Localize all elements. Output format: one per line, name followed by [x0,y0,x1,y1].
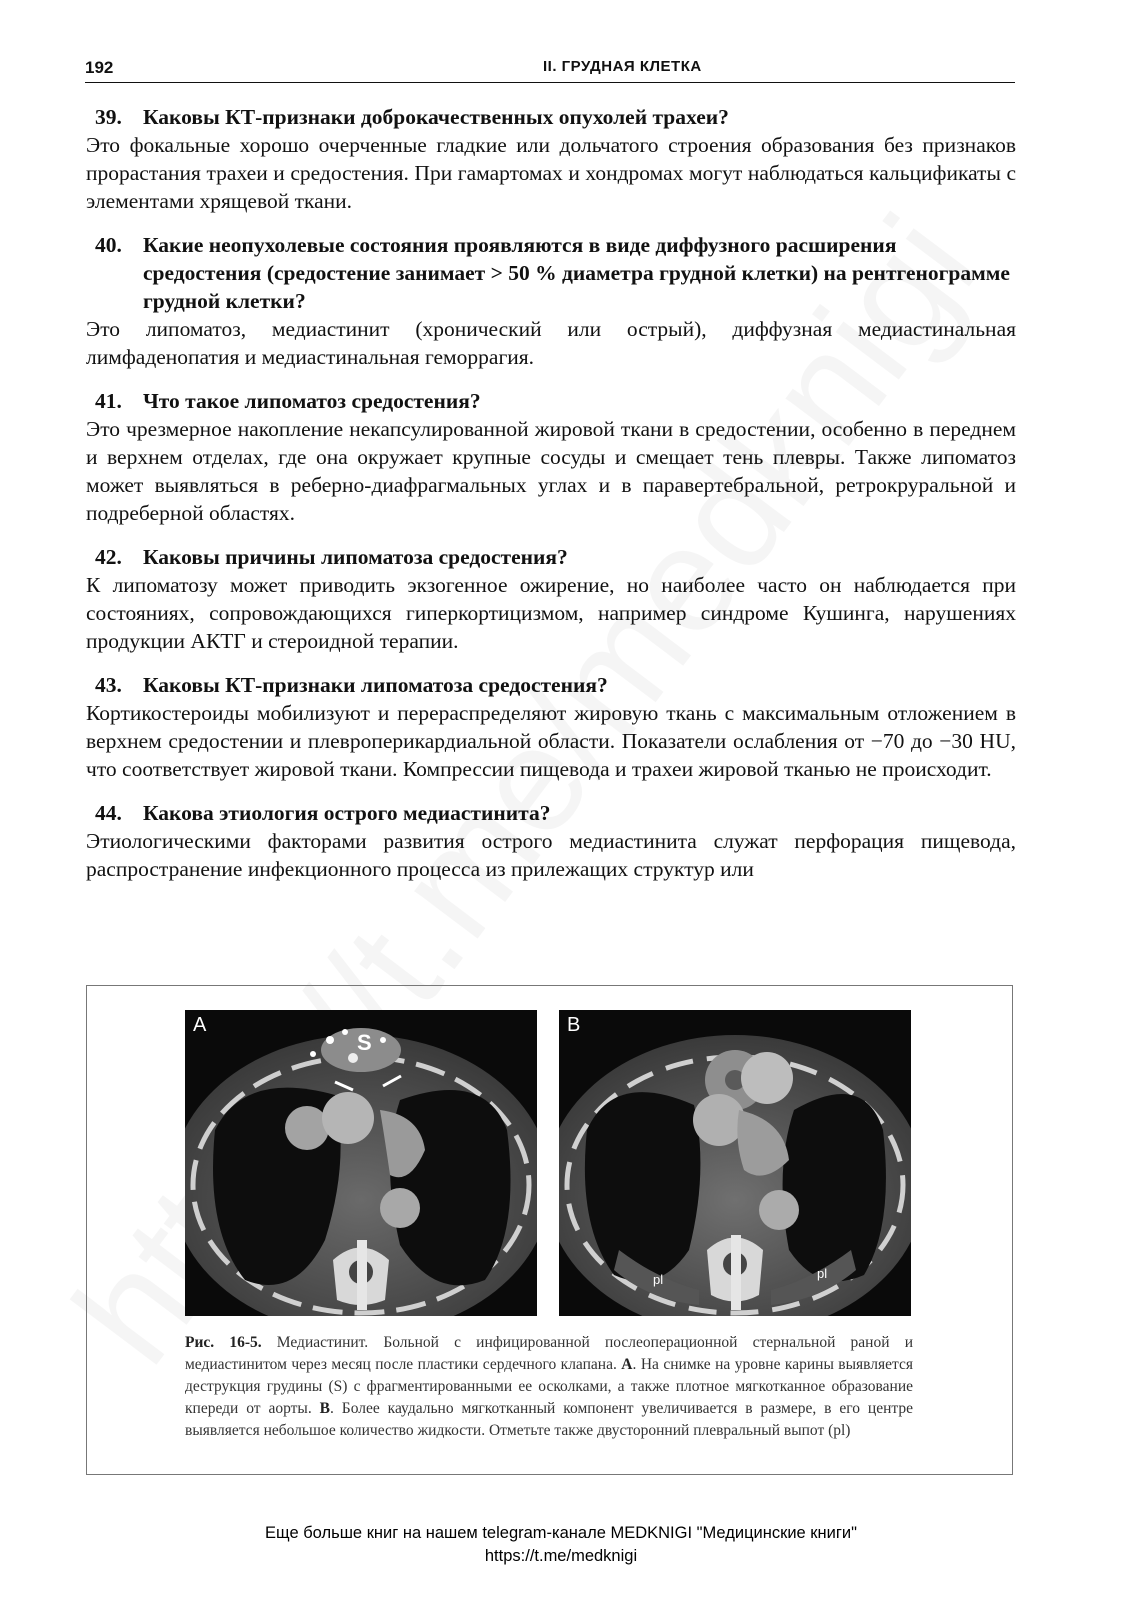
answer-text: К липоматозу может приводить экзогенное ожирение, но наиболее часто он наблюдается при состояниях, сопровождающихся гиперкортицизмом, например синдроме Кушинга, нарушениях продукции АКТГ и стероидной терапии. [86,573,1016,653]
qa-item [86,231,1016,371]
answer-text: Это чрезмерное накопление некапсулированной жировой ткани в средостении, особенно в переднем и верхнем отделах, где она окружает крупные сосуды и смещает тень плевры. Также липоматоз может выявляться в реберно-диафрагмальных углах и в паравертебральной, ретрокруральной и подреберной областях. [86,417,1016,525]
answer-text: Кортикостероиды мобилизуют и перераспределяют жировую ткань с максимальным отложением в верхнем средостении и плевроперикардиальной области. Показатели ослабления от −70 до −30 HU, что соответствует жировой ткани. Компрессии пищевода и трахеи жировой тканью не происходит. [86,701,1016,781]
ct-image-a [185,1010,537,1316]
panel-a-sternum-mark: S [357,1030,372,1055]
question-text: Какова этиология острого медиастинита? [143,801,551,825]
caption-a-text: . На снимке на уровне карины выявляется деструкция грудины (S) с фрагментированными ее осколками, а также плотное мягкотканное образование кпереди от аорты. [185,1356,914,1417]
question-heading [86,103,1016,131]
answer-text: Этиологическими факторами развития острого медиастинита служат перфорация пищевода, распространение инфекционного процесса из прилежащих структур или [86,829,1016,881]
running-head: II. ГРУДНАЯ КЛЕТКА [543,58,702,75]
panel-b-label: B [567,1014,581,1036]
qa-item [86,387,1016,527]
question-number: 39. [95,105,122,129]
question-text: Каковы причины липоматоза средостения? [143,545,568,569]
ct-image-b [559,1010,911,1316]
panel-a-label: A [193,1014,207,1036]
caption-b-text: . Более каудально мягкотканный компонент увеличивается в размере, в его центре выявляется небольшое количество жидкости. Отметьте также двусторонний плевральный выпот (pl) [185,1400,913,1439]
qa-item [86,671,1016,783]
panel-b-pleural-mark-left: pl [653,1272,664,1287]
question-heading [86,543,1016,571]
answer-text: Это фокальные хорошо очерченные гладкие или дольчатого строения образования без признаков прорастания трахеи и средостения. При гамартомах и хондромах могут наблюдаться кальцификаты с элементами хрящевой ткани. [86,133,1016,213]
page-footer [0,1522,1122,1568]
qa-item [86,799,1016,883]
figure-caption [185,1332,913,1442]
figure-box [86,985,1013,1475]
ct-scan-b-graphic [559,1010,911,1316]
question-text: Каковы КТ-признаки доброкачественных опухолей трахеи? [143,105,729,129]
question-number: 43. [95,673,122,697]
page-content [86,103,1016,899]
footer-promo-text: Еще больше книг на нашем telegram-канале MEDKNIGI "Медицинские книги" [265,1524,857,1542]
question-text: Каковы КТ-признаки липоматоза средостения? [143,673,608,697]
caption-b-label: В [319,1400,330,1417]
caption-a-label: А [621,1356,633,1373]
question-text: Какие неопухолевые состояния проявляются в виде диффузного расширения средостения (средостение занимает > 50 % диаметра грудной клетки) на рентгенограмме грудной клетки? [143,233,1010,313]
question-heading [86,671,1016,699]
caption-title: Рис. 16-5. [185,1334,262,1351]
panel-b-pleural-mark-right: pl [817,1266,828,1281]
question-number: 40. [95,233,122,257]
page-number: 192 [85,58,114,77]
question-heading [86,799,1016,827]
question-number: 44. [95,801,122,825]
qa-item [86,543,1016,655]
footer-link[interactable]: https://t.me/medknigi [484,1547,638,1565]
caption-text: Медиастинит. Больной с инфицированной послеоперационной стернальной раной и медиастинитом через месяц после пластики сердечного клапана. [185,1334,913,1373]
question-heading [86,387,1016,415]
question-heading [86,231,1016,315]
question-number: 41. [95,389,122,413]
question-text: Что такое липоматоз средостения? [143,389,481,413]
page-header [85,56,1015,83]
qa-item [86,103,1016,215]
question-number: 42. [95,545,122,569]
answer-text: Это липоматоз, медиастинит (хронический или острый), диффузная медиастинальная лимфаденопатия и медиастинальная геморрагия. [86,317,1016,369]
